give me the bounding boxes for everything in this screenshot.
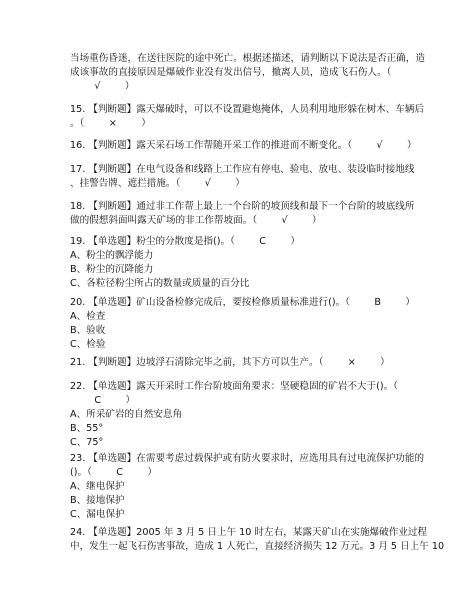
option-c: C、各粒径粉尘所占的数量或质量的百分比 bbox=[70, 278, 250, 289]
answer-line: ()。（ C ） bbox=[70, 467, 157, 478]
option-a: A、粉尘的飘浮能力 bbox=[70, 250, 154, 261]
text-line: 23. 【单选题】在需要考虑过载保护或有防火要求时，应选用具有过电流保护功能的 bbox=[70, 453, 425, 464]
text-line: 24. 【单选题】2005 年 3 月 5 日上午 10 时左右，某露天矿山在实施爆破作业过程 bbox=[70, 527, 428, 538]
answer-line: 、挂警告牌、遮拦措施。（ √ ） bbox=[70, 178, 245, 189]
option-b: B、验收 bbox=[70, 325, 106, 336]
text-line: 21. 【判断题】边坡浮石清除完毕之前，其下方可以生产。（ × ） bbox=[70, 357, 390, 368]
text-line: 15. 【判断题】露天爆破时，可以不设置避炮掩体，人员利用地形躲在树木、车辆后 bbox=[70, 104, 425, 115]
question-block-15 bbox=[70, 103, 425, 131]
text-line: 20. 【单选题】矿山设备检修完成后，要按检修质量标准进行()。（ B ） bbox=[70, 297, 415, 308]
option-c: C、75° bbox=[70, 437, 104, 448]
answer-line: 做的假想斜面叫露天矿场的非工作帮坡面。（ √ ） bbox=[70, 215, 322, 226]
question-block-24 bbox=[70, 526, 445, 554]
question-block-17 bbox=[70, 163, 415, 191]
text-line: 16. 【判断题】露天采石场工作帮随开采工作的推进而不断变化。（ √ ） bbox=[70, 140, 417, 151]
text-line: 22. 【单选题】露天开采时工作台阶坡面角要求：坚硬稳固的矿岩不大于()。（ bbox=[70, 381, 398, 392]
answer-line: C ） bbox=[70, 395, 136, 406]
question-block-23 bbox=[70, 452, 425, 522]
option-a: A、检查 bbox=[70, 311, 106, 322]
option-a: A、所采矿岩的自然安息角 bbox=[70, 409, 183, 420]
text-line: 17. 【判断题】在电气设备和线路上工作应有停电、验电、放电、装设临时接地线 bbox=[70, 164, 415, 175]
option-b: B、接地保护 bbox=[70, 495, 125, 506]
option-b: B、粉尘的沉降能力 bbox=[70, 264, 154, 275]
answer-line: 。（ × ） bbox=[70, 118, 151, 129]
text-line: 18. 【判断题】通过非工作帮上最上一个台阶的坡顶线和最下一个台阶的坡底线所 bbox=[70, 201, 415, 212]
text-line: 19. 【单选题】粉尘的分散度是指()。（ C ） bbox=[70, 236, 300, 247]
option-c: C、漏电保护 bbox=[70, 509, 125, 520]
question-block-14-tail bbox=[70, 52, 425, 94]
text-line: 当场重伤昏迷，在送往医院的途中死亡。根据述描述，请判断以下说法是否正确，造 bbox=[70, 53, 425, 64]
question-block-18 bbox=[70, 200, 415, 228]
question-block-20 bbox=[70, 296, 415, 352]
answer-line: √ ） bbox=[70, 81, 135, 92]
question-block-21 bbox=[70, 356, 408, 370]
question-block-22 bbox=[70, 380, 408, 450]
option-c: C、检验 bbox=[70, 339, 106, 350]
option-a: A、继电保护 bbox=[70, 481, 125, 492]
text-line: 成该事故的直接原因是爆破作业没有发出信号，撤离人员，造成飞石伤人。（ bbox=[70, 67, 392, 78]
question-block-16 bbox=[70, 139, 417, 153]
question-block-19 bbox=[70, 235, 408, 291]
option-b: B、55° bbox=[70, 423, 104, 434]
text-line: 中，发生一起飞石伤害事故，造成 1 人死亡，直接经济损失 12 万元。3 月 5 日上午 10 bbox=[70, 541, 445, 552]
